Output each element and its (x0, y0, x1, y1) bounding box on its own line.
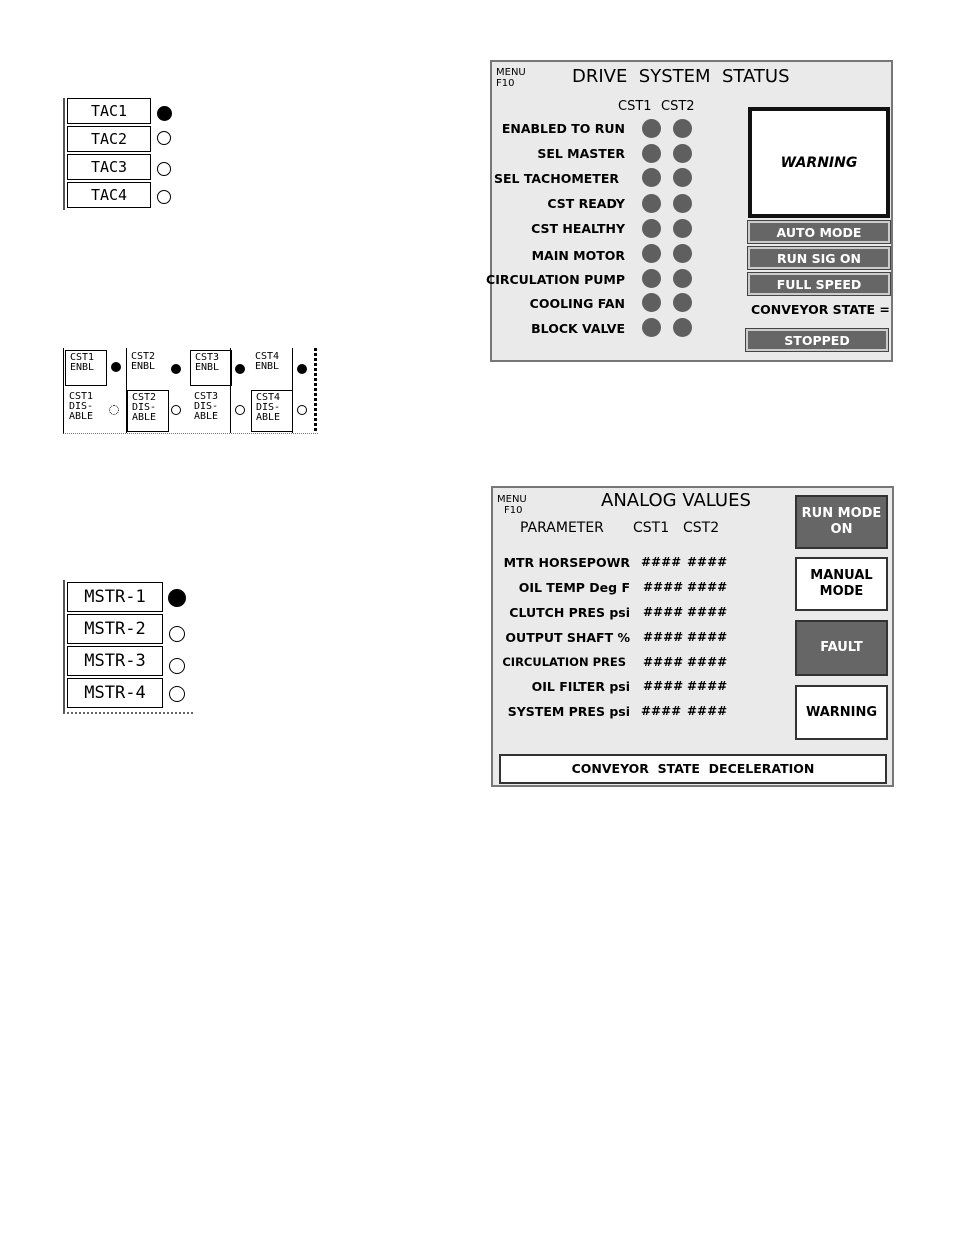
cst1-enable-label: CST1 (70, 352, 95, 363)
tac1-button[interactable]: TAC1 (67, 98, 151, 124)
cst1-disable-indicator (109, 405, 119, 415)
cst1-enable-indicator (111, 362, 121, 372)
block-valve-cst2-indicator (673, 318, 692, 337)
main-motor-cst2-indicator (673, 244, 692, 263)
sel-tachometer-cst1-indicator (642, 168, 661, 187)
run-mode-on-button[interactable] (795, 495, 888, 549)
tac3-indicator (157, 162, 171, 176)
menu-key-label: F10 (504, 505, 523, 516)
cst1-enable-sub: ENBL (70, 362, 95, 373)
stopped-status: STOPPED (746, 329, 888, 351)
cst1-disable-sub2: ABLE (69, 411, 94, 422)
enabled-to-run-cst1-indicator (642, 119, 661, 138)
tachometer-selector (63, 98, 151, 210)
cst4-enable-button[interactable] (251, 350, 293, 386)
row-label-sel-tachometer: SEL TACHOMETER (493, 171, 619, 186)
param-oil-temp: OIL TEMP Deg F (518, 580, 630, 595)
row-label-cooling-fan: COOLING FAN (529, 296, 625, 311)
cst-enable-grid (63, 348, 318, 434)
cst3-disable-sub: DIS- (194, 401, 219, 412)
manual-mode-button[interactable] (795, 557, 888, 611)
enabled-to-run-cst2-indicator (673, 119, 692, 138)
cst2-enable-button[interactable] (127, 350, 169, 386)
cst3-disable-indicator (235, 405, 245, 415)
menu-label: MENU (497, 494, 527, 505)
cst1-disable-sub: DIS- (69, 401, 94, 412)
run-sig-on-button[interactable]: RUN SIG ON (748, 247, 890, 269)
value-cst2: #### (687, 655, 728, 669)
cst4-disable-indicator (297, 405, 307, 415)
cst2-column-header: CST2 (683, 520, 720, 536)
manual-mode-label: MODE (819, 584, 864, 599)
cst3-disable-sub2: ABLE (194, 411, 219, 422)
parameter-column-header: PARAMETER (520, 520, 604, 536)
cst2-enable-label: CST2 (131, 351, 156, 362)
param-output-shaft: OUTPUT SHAFT % (505, 630, 630, 645)
grid-divider (230, 348, 231, 433)
cst1-enable-button[interactable] (65, 350, 107, 386)
grid-edge (314, 348, 317, 433)
cst1-column-header: CST1 (633, 520, 670, 536)
cst3-disable-label: CST3 (194, 391, 219, 402)
value-cst2: #### (687, 679, 728, 693)
value-cst1: #### (641, 555, 682, 569)
main-motor-cst1-indicator (642, 244, 661, 263)
value-cst2: #### (687, 704, 728, 718)
mstr4-indicator (169, 686, 185, 702)
fault-button[interactable]: FAULT (795, 620, 888, 676)
circulation-pump-cst1-indicator (642, 269, 661, 288)
cst-ready-cst2-indicator (673, 194, 692, 213)
conveyor-state-label: CONVEYOR STATE = (751, 302, 890, 317)
cst1-column-header: CST1 (618, 99, 652, 114)
row-label-cst-healthy: CST HEALTHY (531, 221, 625, 236)
row-label-enabled-to-run: ENABLED TO RUN (501, 121, 625, 136)
cst3-enable-indicator (235, 364, 245, 374)
cst2-disable-button[interactable] (127, 390, 169, 432)
value-cst1: #### (643, 630, 684, 644)
cst4-disable-sub2: ABLE (256, 412, 281, 423)
cst4-enable-indicator (297, 364, 307, 374)
run-mode-state: ON (830, 522, 853, 537)
cst1-disable-button[interactable] (65, 390, 107, 432)
tac3-button[interactable]: TAC3 (67, 154, 151, 180)
cst4-enable-label: CST4 (255, 351, 280, 362)
cooling-fan-cst1-indicator (642, 293, 661, 312)
manual-label: MANUAL (810, 568, 873, 583)
value-cst1: #### (643, 679, 684, 693)
tac4-button[interactable]: TAC4 (67, 182, 151, 208)
cst-healthy-cst1-indicator (642, 219, 661, 238)
value-cst2: #### (687, 580, 728, 594)
row-label-block-valve: BLOCK VALVE (531, 321, 625, 336)
cst2-enable-indicator (171, 364, 181, 374)
cst4-disable-sub: DIS- (256, 402, 281, 413)
cst1-disable-label: CST1 (69, 391, 94, 402)
grid-divider (292, 348, 293, 433)
value-cst1: #### (643, 655, 684, 669)
sel-master-cst1-indicator (642, 144, 661, 163)
value-cst1: #### (643, 605, 684, 619)
cst2-disable-sub2: ABLE (132, 412, 157, 423)
cst-healthy-cst2-indicator (673, 219, 692, 238)
cst3-enable-sub: ENBL (195, 362, 220, 373)
run-mode-label: RUN MODE (801, 506, 882, 521)
mstr1-button[interactable]: MSTR-1 (67, 582, 163, 612)
cst-ready-cst1-indicator (642, 194, 661, 213)
warning-display: WARNING (748, 107, 890, 218)
menu-f10-button[interactable] (496, 67, 526, 89)
grid-divider (126, 348, 127, 433)
cst3-enable-button[interactable] (190, 350, 232, 386)
sel-master-cst2-indicator (673, 144, 692, 163)
analog-values-panel (491, 486, 894, 787)
row-label-cst-ready: CST READY (547, 196, 625, 211)
tac2-button[interactable]: TAC2 (67, 126, 151, 152)
block-valve-cst1-indicator (642, 318, 661, 337)
full-speed-button[interactable]: FULL SPEED (748, 273, 890, 295)
drive-system-status-panel (486, 60, 893, 362)
mstr3-button[interactable]: MSTR-3 (67, 646, 163, 676)
param-clutch-pres: CLUTCH PRES psi (509, 605, 630, 620)
param-circulation-pres: CIRCULATION PRES (502, 655, 626, 669)
cst2-disable-indicator (171, 405, 181, 415)
param-mtr-horsepower: MTR HORSEPOWR (503, 555, 630, 570)
menu-key-label: F10 (496, 78, 515, 89)
circulation-pump-cst2-indicator (673, 269, 692, 288)
cooling-fan-cst2-indicator (673, 293, 692, 312)
row-label-main-motor: MAIN MOTOR (531, 248, 625, 263)
cst2-enable-sub: ENBL (131, 361, 156, 372)
param-system-pres: SYSTEM PRES psi (507, 704, 630, 719)
page-title: ANALOG VALUES (601, 490, 751, 511)
cst2-disable-sub: DIS- (132, 402, 157, 413)
conveyor-state-display: CONVEYOR STATE DECELERATION (499, 754, 887, 784)
row-label-sel-master: SEL MASTER (537, 146, 625, 161)
sel-tachometer-cst2-indicator (673, 168, 692, 187)
cst3-disable-button[interactable] (190, 390, 232, 432)
mstr3-indicator (169, 658, 185, 674)
tac4-indicator (157, 190, 171, 204)
value-cst1: #### (643, 580, 684, 594)
param-oil-filter: OIL FILTER psi (531, 679, 630, 694)
menu-f10-button[interactable] (497, 494, 527, 516)
value-cst2: #### (687, 630, 728, 644)
auto-mode-button[interactable]: AUTO MODE (748, 221, 890, 243)
value-cst1: #### (641, 704, 682, 718)
cst4-enable-sub: ENBL (255, 361, 280, 372)
tac2-indicator (157, 131, 171, 145)
mstr4-button[interactable]: MSTR-4 (67, 678, 163, 708)
page-title: DRIVE SYSTEM STATUS (572, 66, 790, 87)
mstr2-button[interactable]: MSTR-2 (67, 614, 163, 644)
mstr2-indicator (169, 626, 185, 642)
tac1-indicator (157, 106, 172, 121)
cst3-enable-label: CST3 (195, 352, 220, 363)
value-cst2: #### (687, 555, 728, 569)
mstr1-indicator (168, 589, 186, 607)
menu-label: MENU (496, 67, 526, 78)
cst4-disable-label: CST4 (256, 392, 281, 403)
value-cst2: #### (687, 605, 728, 619)
cst2-column-header: CST2 (661, 99, 695, 114)
cst4-disable-button[interactable] (251, 390, 293, 432)
cst2-disable-label: CST2 (132, 392, 157, 403)
row-label-circulation-pump: CIRCULATION PUMP (486, 272, 625, 287)
warning-button[interactable]: WARNING (795, 685, 888, 740)
